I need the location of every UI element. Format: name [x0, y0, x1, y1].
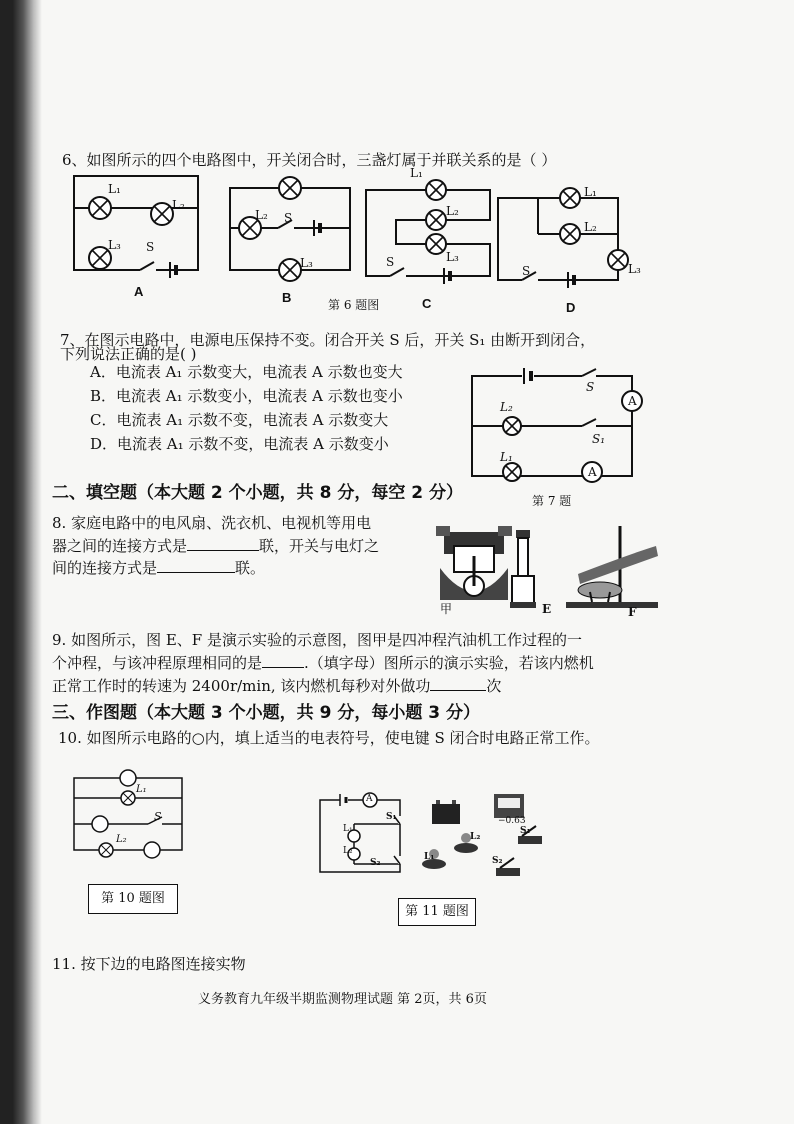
- q11-label-a: A: [366, 794, 373, 804]
- q7-label-ammeter-a: A: [628, 394, 637, 408]
- q10-label-l1: L₁: [136, 784, 147, 795]
- q6-b-bulb-top: [279, 177, 301, 199]
- ammeter-component-icon: [494, 794, 524, 818]
- q7-option-c: C．电流表 A₁ 示数不变，电流表 A 示数变大: [90, 411, 389, 429]
- q6-d-label-l2: L₂: [584, 220, 597, 234]
- q6-d-label-l1: L₁: [584, 185, 597, 199]
- q6-d-label-l3: L₃: [628, 262, 641, 276]
- q11-label-s1: S₁: [386, 812, 397, 822]
- q8-line1: 8. 家庭电路中的电风扇、洗衣机、电视机等用电: [52, 514, 372, 532]
- q8-image-label-e: E: [542, 602, 552, 616]
- q7-stem-line1: 7、在图示电路中，电源电压保持不变。闭合开关 S 后，开关 S₁ 由断开到闭合，: [60, 331, 596, 349]
- page-footer: 义务教育九年级半期监测物理试题 第 2页，共 6页: [198, 992, 487, 1007]
- q6-d-bulb-l2: [560, 224, 580, 244]
- q10-label-s: S: [154, 810, 162, 823]
- q11-figure-caption: 第 11 题图: [398, 898, 476, 926]
- q6-b-label-s: S: [284, 211, 293, 225]
- q7-label-s: S: [586, 380, 595, 394]
- scan-edge-shadow: [0, 0, 42, 1124]
- q6-d-bulb-l3: [608, 250, 628, 270]
- q6-c-label-s: S: [386, 255, 395, 269]
- q6-c-bulb-l1: [426, 180, 446, 200]
- q6-c-bulb-l2: [426, 210, 446, 230]
- q7-figure-caption: 第 7 题: [532, 494, 572, 508]
- q6-b-bulb-l3: [279, 259, 301, 281]
- q11-meter-label: −0.63: [498, 816, 526, 826]
- q11-label-l1: L₁: [343, 824, 353, 834]
- q6-c-label-l3: L₃: [446, 250, 459, 264]
- q6-stem: 6、如图所示的四个电路图中，开关闭合时，三盏灯属于并联关系的是（ ）: [62, 151, 557, 169]
- q6-option-a: A: [134, 284, 144, 299]
- q9-line2: 个冲程，与该冲程原理相同的是 .（填字母）图所示的演示实验，若该内燃机: [52, 654, 594, 672]
- section-3-heading: 三、作图题（本大题 3 个小题，共 9 分，每小题 3 分）: [52, 703, 480, 723]
- q11-label-l2: L₂: [343, 846, 353, 856]
- q6-option-d: D: [566, 300, 576, 315]
- q6-a-bulb-l2: [151, 203, 173, 225]
- q6-circuit-b: [230, 177, 350, 281]
- q8-blank-1[interactable]: [187, 550, 259, 551]
- q6-a-bulb-l1: [89, 197, 111, 219]
- q7-label-l1: L₁: [500, 450, 513, 464]
- q11-comp-label-l1: L₁: [424, 852, 435, 862]
- q6-b-label-l2: L₂: [255, 208, 268, 222]
- q6-c-label-l2: L₂: [446, 204, 459, 218]
- q6-circuit-c: [366, 180, 490, 284]
- q11-stem: 11. 按下边的电路图连接实物: [52, 955, 246, 973]
- q7-option-d: D．电流表 A₁ 示数不变，电流表 A 示数变小: [90, 435, 389, 453]
- q6-a-label-l2: L₂: [172, 198, 185, 212]
- experiment-f-steam: [566, 526, 658, 608]
- q6-option-c: C: [422, 296, 432, 311]
- q7-label-l2: L₂: [500, 400, 513, 414]
- q9-line1: 9. 如图所示，图 E、F 是演示实验的示意图，图甲是四冲程汽油机工作过程的一: [52, 631, 582, 649]
- q9-blank-2[interactable]: [430, 690, 486, 691]
- q6-figure-caption: 第 6 题图: [328, 298, 380, 312]
- q8-line2: 器之间的连接方式是 联，开关与电灯之: [52, 537, 380, 555]
- battery-component-icon: [432, 800, 460, 824]
- experiment-e-tube: [510, 530, 536, 608]
- q10-figure-caption: 第 10 题图: [88, 884, 178, 914]
- q11-comp-label-l2: L₂: [470, 832, 481, 842]
- q7-circuit-diagram: [470, 368, 645, 483]
- q6-option-b: B: [282, 290, 292, 305]
- q9-blank-1[interactable]: [262, 667, 304, 668]
- q11-circuit-and-components: [318, 790, 558, 890]
- q6-circuit-a: [74, 176, 198, 278]
- q6-a-label-l1: L₁: [108, 182, 121, 196]
- q8-engine-experiment-images: [430, 516, 660, 616]
- q6-d-bulb-l1: [560, 188, 580, 208]
- q6-a-label-l3: L₃: [108, 238, 121, 252]
- engine-illustration-jia: [436, 526, 512, 600]
- q7-stem-line2: 下列说法正确的是( ): [60, 345, 197, 363]
- q6-circuit-d: [498, 188, 628, 288]
- q7-label-s1: S₁: [592, 432, 606, 446]
- q8-image-label-f: F: [628, 605, 637, 619]
- q6-c-bulb-l3: [426, 234, 446, 254]
- q11-comp-label-s1: S₁: [520, 826, 531, 836]
- q8-image-label-jia: 甲: [440, 602, 453, 616]
- q6-c-label-l1: L₁: [410, 166, 423, 180]
- q9-line3: 正常工作时的转速为 2400r/min, 该内燃机每秒对外做功 次: [52, 677, 502, 695]
- q6-d-label-s: S: [522, 264, 531, 278]
- q7-option-b: B．电流表 A₁ 示数变小，电流表 A 示数也变小: [90, 387, 403, 405]
- q6-b-label-l3: L₃: [300, 256, 313, 270]
- q11-label-s2: S₂: [370, 858, 381, 868]
- q10-label-l2: L₂: [116, 834, 127, 845]
- q11-comp-label-s2: S₂: [492, 856, 503, 866]
- q7-option-a: A．电流表 A₁ 示数变大，电流表 A 示数也变大: [90, 363, 403, 381]
- q10-circuit-diagram: [72, 768, 192, 858]
- q7-label-ammeter-a1: A: [588, 465, 597, 479]
- q8-line3: 间的连接方式是 联。: [52, 559, 266, 577]
- q6-a-label-s: S: [146, 240, 155, 254]
- q8-blank-2[interactable]: [157, 572, 235, 573]
- q10-stem: 10. 如图所示电路的○内，填上适当的电表符号，使电键 S 闭合时电路正常工作。: [58, 729, 600, 747]
- section-2-heading: 二、填空题（本大题 2 个小题，共 8 分，每空 2 分）: [52, 483, 463, 503]
